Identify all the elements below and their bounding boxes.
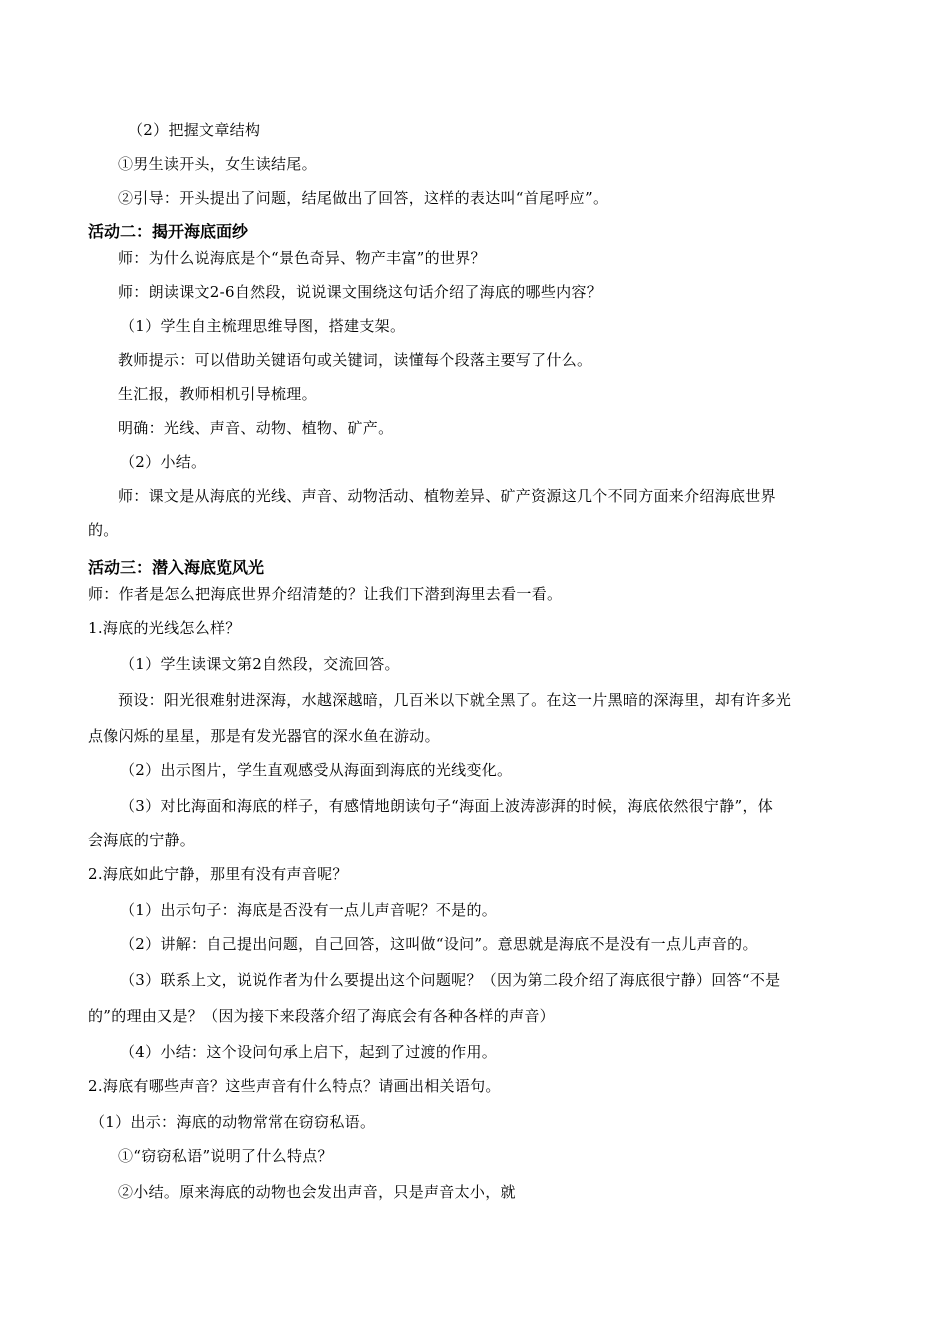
text-line: （2）出示图片，学生直观感受从海面到海底的光线变化。 <box>120 761 513 779</box>
text-line: 的。 <box>88 521 119 539</box>
section-heading: 活动三：潜入海底览风光 <box>88 558 265 577</box>
text-line: 生汇报，教师相机引导梳理。 <box>118 385 317 403</box>
text-line: （2）小结。 <box>120 453 207 471</box>
text-line: 师：课文是从海底的光线、声音、动物活动、植物差异、矿产资源这几个不同方面来介绍海底世界 <box>118 487 776 505</box>
text-line: 1.海底的光线怎么样？ <box>88 619 241 637</box>
text-line: （4）小结：这个设问句承上启下，起到了过渡的作用。 <box>120 1043 498 1061</box>
text-line: （3）对比海面和海底的样子，有感情地朗读句子“海面上波涛澎湃的时候，海底依然很宁静”，体 <box>120 797 774 815</box>
text-line: 师：作者是怎么把海底世界介绍清楚的？让我们下潜到海里去看一看。 <box>88 585 563 603</box>
text-line: 2.海底如此宁静，那里有没有声音呢？ <box>88 865 348 883</box>
text-line: （1）学生读课文第2自然段，交流回答。 <box>120 655 400 673</box>
text-line: （1）出示：海底的动物常常在窃窃私语。 <box>90 1113 376 1131</box>
text-line: ②小结。原来海底的动物也会发出声音，只是声音太小，就 <box>118 1183 516 1201</box>
text-line: 点像闪烁的星星，那是有发光器官的深水鱼在游动。 <box>88 727 440 745</box>
text-line: 师：朗读课文2-6自然段，说说课文围绕这句话介绍了海底的哪些内容？ <box>118 283 603 301</box>
text-line: （1）学生自主梳理思维导图，搭建支架。 <box>120 317 406 335</box>
text-line: 师：为什么说海底是个“景色奇异、物产丰富”的世界？ <box>118 249 486 267</box>
text-line: ①“窃窃私语”说明了什么特点？ <box>118 1147 333 1165</box>
text-line: 明确：光线、声音、动物、植物、矿产。 <box>118 419 394 437</box>
text-line: （2）讲解：自己提出问题，自己回答，这叫做“设问”。意思就是海底不是没有一点儿声音的。 <box>120 935 758 953</box>
text-line: （3）联系上文，说说作者为什么要提出这个问题呢？（因为第二段介绍了海底很宁静）回答“不是 <box>120 971 781 989</box>
text-line: 会海底的宁静。 <box>88 831 196 849</box>
text-line: （1）出示句子：海底是否没有一点儿声音呢？不是的。 <box>120 901 498 919</box>
section-heading: 活动二：揭开海底面纱 <box>88 222 249 241</box>
text-line: 教师提示：可以借助关键语句或关键词，读懂每个段落主要写了什么。 <box>118 351 593 369</box>
text-line: ①男生读开头，女生读结尾。 <box>118 155 317 173</box>
text-line: 2.海底有哪些声音？这些声音有什么特点？请画出相关语句。 <box>88 1077 501 1095</box>
text-line: （2）把握文章结构 <box>128 121 261 139</box>
text-line: ②引导：开头提出了问题，结尾做出了回答，这样的表达叫“首尾呼应”。 <box>118 189 609 207</box>
text-line: 的”的理由又是？（因为接下来段落介绍了海底会有各种各样的声音） <box>88 1007 555 1025</box>
text-line: 预设：阳光很难射进深海，水越深越暗，几百米以下就全黑了。在这一片黑暗的深海里，却有许多光 <box>118 691 792 709</box>
